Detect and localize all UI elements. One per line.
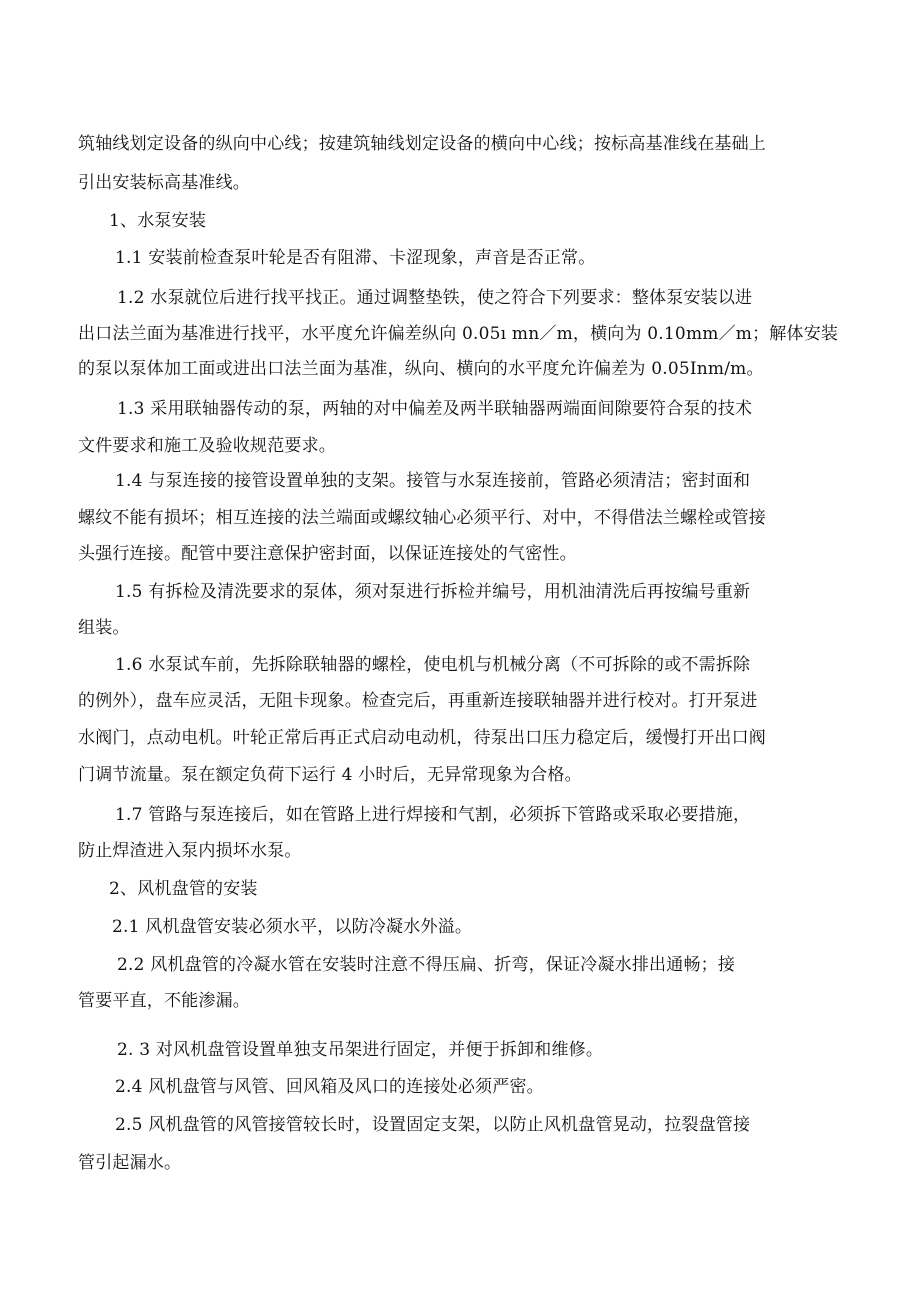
- clause-line: 2.1 风机盘管安装必须水平，以防冷凝水外溢。: [112, 917, 473, 937]
- body-text-line: 的泵以泵体加工面或进出口法兰面为基准，纵向、横向的水平度允许偏差为 0.05Inm/m。: [78, 359, 764, 379]
- body-text-line: 引出安装标高基准线。: [78, 173, 250, 193]
- body-text-line: 组装。: [78, 618, 130, 638]
- clause-line: 2.4 风机盘管与风管、回风箱及风口的连接处必须严密。: [115, 1077, 544, 1097]
- body-text-line: 筑轴线划定设备的纵向中心线；按建筑轴线划定设备的横向中心线；按标高基准线在基础上: [78, 134, 766, 154]
- body-text-line: 出口法兰面为基准进行找平，水平度允许偏差纵向 0.05ı mn／m，横向为 0.10mm／m；解体安装: [78, 324, 839, 344]
- body-text-line: 管要平直，不能渗漏。: [78, 991, 250, 1011]
- clause-line: 2.5 风机盘管的风管接管较长时，设置固定支架，以防止风机盘管晃动，拉裂盘管接: [115, 1115, 751, 1135]
- body-text-line: 防止焊渣进入泵内损坏水泵。: [78, 841, 302, 861]
- body-text-line: 螺纹不能有损坏；相互连接的法兰端面或螺纹轴心必须平行、对中，不得借法兰螺栓或管接: [78, 508, 766, 528]
- body-text-line: 水阀门，点动电机。叶轮正常后再正式启动电动机，待泵出口压力稳定后，缓慢打开出口阀: [78, 728, 766, 748]
- body-text-line: 文件要求和施工及验收规范要求。: [78, 436, 336, 456]
- clause-line: 1.4 与泵连接的接管设置单独的支架。接管与水泵连接前，管路必须清洁；密封面和: [115, 471, 751, 491]
- clause-line: 2. 3 对风机盘管设置单独支吊架进行固定，并便于拆卸和维修。: [117, 1040, 604, 1060]
- section-heading: 2、风机盘管的安装: [109, 879, 258, 899]
- clause-line: 1.1 安装前检查泵叶轮是否有阻滞、卡涩现象，声音是否正常。: [115, 248, 596, 268]
- clause-line: 1.2 水泵就位后进行找平找正。通过调整垫铁，使之符合下列要求：整体泵安装以进: [117, 288, 753, 308]
- body-text-line: 门调节流量。泵在额定负荷下运行 4 小时后，无异常现象为合格。: [78, 765, 582, 785]
- section-heading: 1、水泵安装: [109, 211, 207, 231]
- clause-line: 1.3 采用联轴器传动的泵，两轴的对中偏差及两半联轴器两端面间隙要符合泵的技术: [117, 399, 753, 419]
- clause-line: 1.6 水泵试车前，先拆除联轴器的螺栓，使电机与机械分离（不可拆除的或不需拆除: [115, 655, 751, 675]
- body-text-line: 头强行连接。配管中要注意保护密封面，以保证连接处的气密性。: [78, 544, 577, 564]
- clause-line: 2.2 风机盘管的冷凝水管在安装时注意不得压扁、折弯，保证冷凝水排出通畅；接: [117, 955, 736, 975]
- clause-line: 1.5 有拆检及清洗要求的泵体，须对泵进行拆检并编号，用机油清洗后再按编号重新: [115, 582, 751, 602]
- clause-line: 1.7 管路与泵连接后，如在管路上进行焊接和气割，必须拆下管路或采取必要措施，: [115, 805, 751, 825]
- body-text-line: 的例外），盘车应灵活，无阻卡现象。检查完后，再重新连接联轴器并进行校对。打开泵进: [78, 691, 758, 711]
- body-text-line: 管引起漏水。: [78, 1153, 182, 1173]
